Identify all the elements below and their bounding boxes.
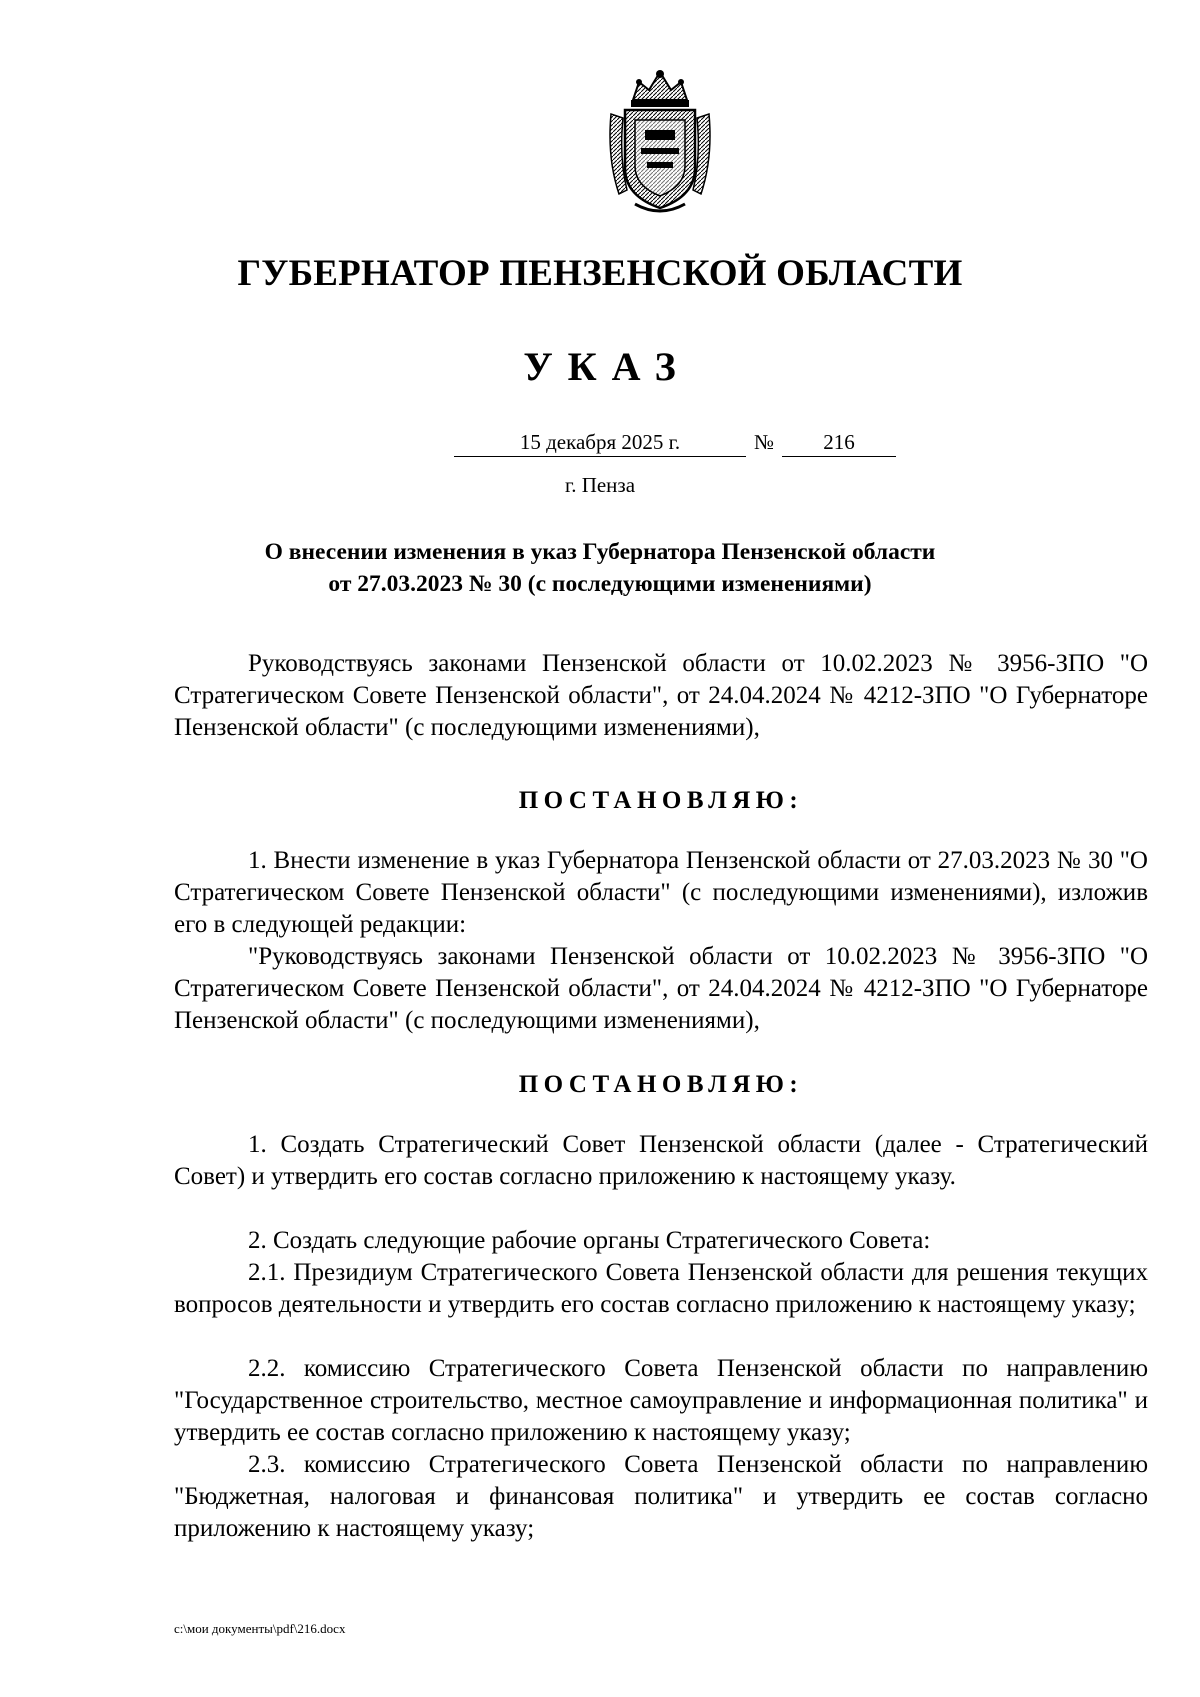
quoted-item-2: 2. Создать следующие рабочие органы Стратегического Совета: xyxy=(248,1227,931,1254)
document-date: 15 декабря 2025 г. xyxy=(454,428,746,457)
document-title xyxy=(0,536,1200,600)
title-line-2: от 27.03.2023 № 30 (с последующими изменениями) xyxy=(328,571,872,597)
date-number-line xyxy=(0,428,1200,458)
document-type-heading: УКАЗ xyxy=(523,344,691,389)
quoted-item-1: 1. Создать Стратегический Совет Пензенской области (далее - Стратегический Совет) и утвердить его состав согласно приложению к настоящему указу. xyxy=(174,1131,1148,1190)
quoted-preamble-paragraph: "Руководствуясь законами Пензенской области от 10.02.2023 № 3956-ЗПО "О Стратегическом Совете Пензенской области", от 24.04.2024 № 4212-ЗПО "О Губернаторе Пензенской области" (с последующими изменениями), xyxy=(174,943,1148,1034)
quoted-item-2-2: 2.2. комиссию Стратегического Совета Пензенской области по направлению "Государственное строительство, местное самоуправление и информационная политика" и утвердить ее состав согласно приложению к настоящему указу; xyxy=(174,1355,1148,1446)
document-number: 216 xyxy=(782,428,896,457)
quoted-resolve-heading: ПОСТАНОВЛЯЮ: xyxy=(518,1071,804,1098)
quoted-item-2-3: 2.3. комиссию Стратегического Совета Пензенской области по направлению "Бюджетная, налоговая и финансовая политика" и утвердить ее состав согласно приложению к настоящему указу; xyxy=(174,1451,1148,1542)
preamble-paragraph: Руководствуясь законами Пензенской области от 10.02.2023 № 3956-ЗПО "О Стратегическом Совете Пензенской области", от 24.04.2024 № 4212-ЗПО "О Губернаторе Пензенской области" (с последующими изменениями), xyxy=(174,650,1148,741)
resolve-heading: ПОСТАНОВЛЯЮ: xyxy=(518,787,804,814)
coat-of-arms-emblem xyxy=(605,68,715,216)
issuing-authority: ГУБЕРНАТОР ПЕНЗЕНСКОЙ ОБЛАСТИ xyxy=(237,253,963,294)
title-line-1: О внесении изменения в указ Губернатора Пензенской области xyxy=(264,539,936,565)
file-path-footer: c:\мои документы\pdf\216.docx xyxy=(174,1621,346,1636)
item-1-paragraph: 1. Внести изменение в указ Губернатора Пензенской области от 27.03.2023 № 30 "О Стратегическом Совете Пензенской области" (с последующими изменениями), изложив его в следующей редакции: xyxy=(174,847,1148,938)
number-sign: № xyxy=(753,430,775,454)
quoted-item-2-1: 2.1. Президиум Стратегического Совета Пензенской области для решения текущих вопросов деятельности и утвердить его состав согласно приложению к настоящему указу; xyxy=(174,1259,1148,1318)
issue-city: г. Пенза xyxy=(564,473,636,497)
